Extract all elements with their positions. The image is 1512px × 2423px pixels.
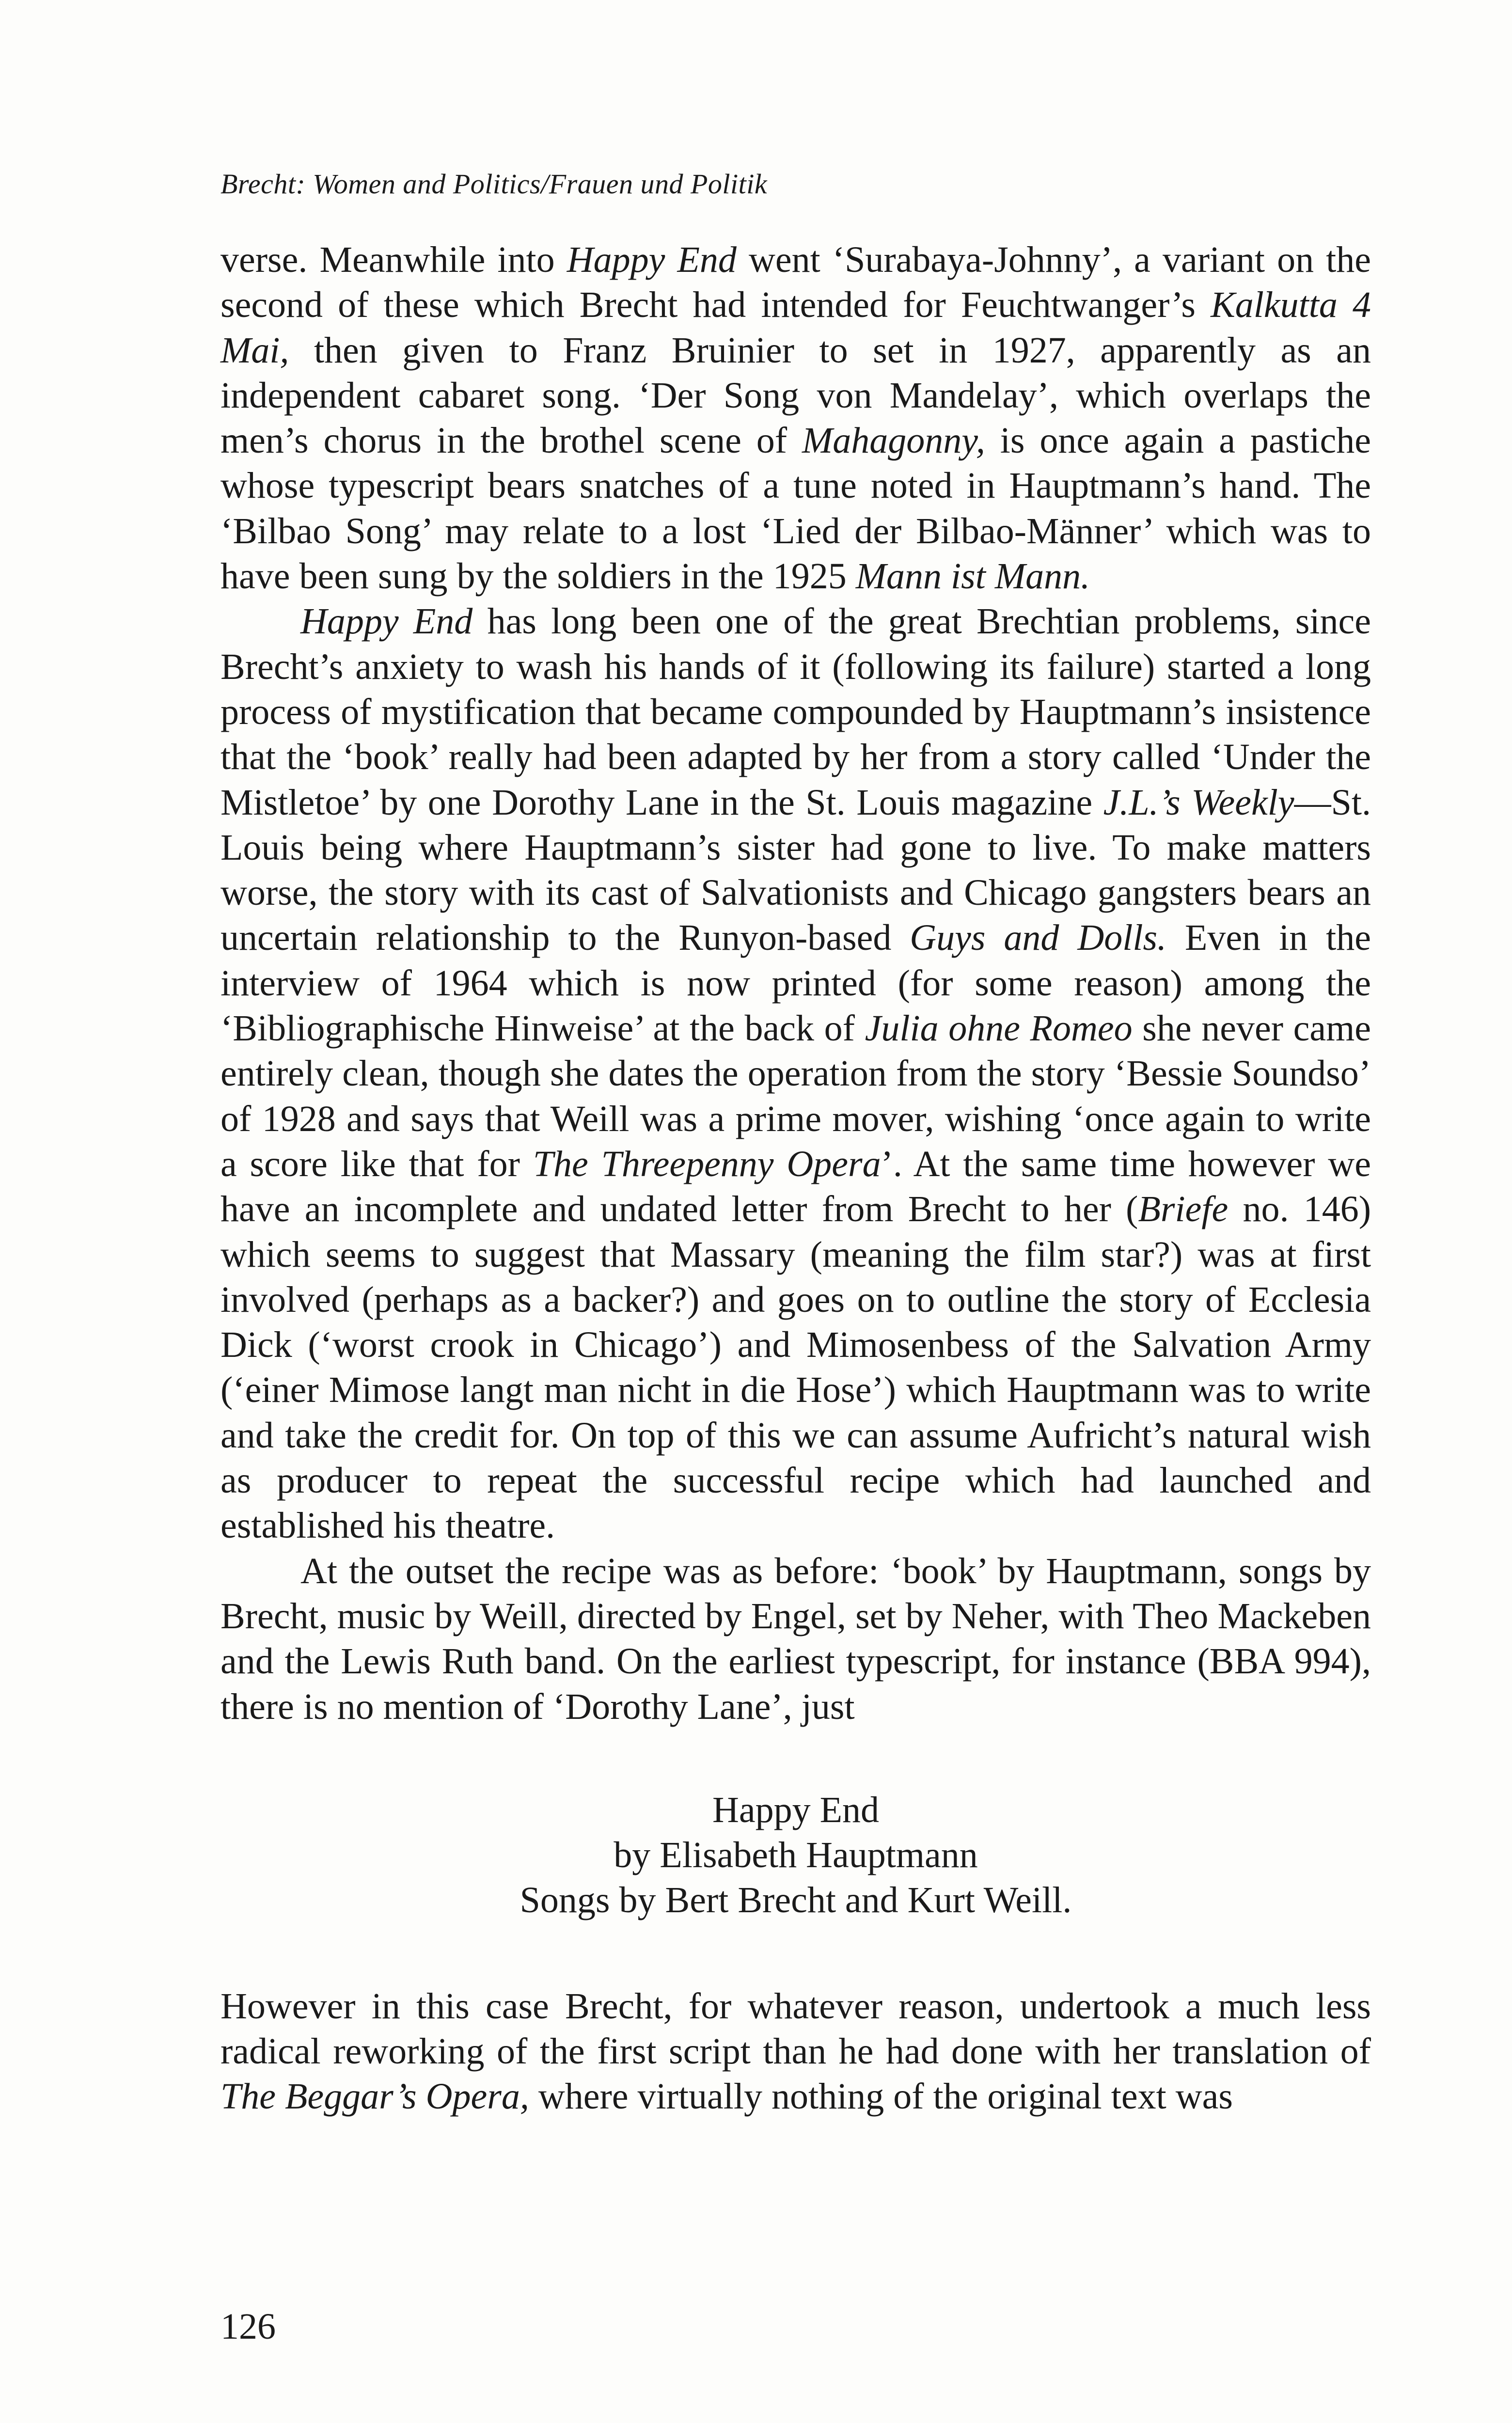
italic-text: Happy End bbox=[567, 239, 737, 280]
italic-text: Briefe bbox=[1138, 1189, 1228, 1230]
italic-text: The Threepenny Opera bbox=[533, 1143, 881, 1184]
text-run: ’. At the same time however we have an incomplete and undated letter from Brecht to her ( bbox=[220, 1143, 1371, 1230]
page-number: 126 bbox=[220, 2306, 276, 2347]
paragraph bbox=[220, 237, 1371, 599]
title-line: Happy End bbox=[712, 1789, 880, 1830]
text-run: verse. Meanwhile into bbox=[220, 239, 567, 280]
italic-text: J.L.’s Weekly bbox=[1103, 782, 1294, 823]
text-run: then given to Franz Bruinier to set in 1927, apparently as an independent cabaret song. ‘Der Song von Mandelay’, which overlaps the men’s chorus in the brothel scene of bbox=[220, 330, 1371, 461]
paragraph bbox=[220, 1984, 1371, 2120]
text-run: has long been one of the great Brechtian problems, since Brecht’s anxiety to wash his hands of it (following its failure) started a long process of mystification that became compounded by Hauptmann’s insistence that the ‘book’ really had been adapted by her from a story called ‘Under the Mistletoe’ by one Dorothy Lane in the St. Louis magazine bbox=[220, 601, 1371, 823]
text-run: At the outset the recipe was as before: ‘book’ by Hauptmann, songs by Brecht, music by Weill, directed by Engel, set by Neher, with Theo Mackeben and the Lewis Ruth band. On the earliest typescript, for instance (BBA 994), there is no mention of ‘Dorothy Lane’, just bbox=[220, 1550, 1371, 1727]
italic-text: Guys and Dolls. bbox=[910, 917, 1167, 959]
text-run: she never came entirely clean, though she dates the operation from the story ‘Bessie Soundso’ of 1928 and says that Weill was a prime mover, wishing ‘once again to write a score like that for bbox=[220, 1008, 1371, 1184]
paragraph bbox=[220, 599, 1371, 1548]
text-run: went ‘Surabaya-Johnny’, a variant on the second of these which Brecht had intended for Feuchtwanger’s bbox=[220, 239, 1371, 326]
text-run: However in this case Brecht, for whatever reason, undertook a much less radical reworking of the first script than he had done with her translation of bbox=[220, 1985, 1371, 2072]
text-run: is once again a pastiche whose typescript bears snatches of a tune noted in Hauptmann’s hand. The ‘Bilbao Song’ may relate to a lost ‘Lied der Bilbao-Männer’ which was to have been sung by the soldiers in the 1925 bbox=[220, 420, 1371, 597]
text-run: no. 146) which seems to suggest that Massary (meaning the film star?) was at first involved (perhaps as a backer?) and goes on to outline the story of Ecclesia Dick (‘worst crook in Chicago’) and Mimosenbess of the Salvation Army (‘einer Mimose langt man nicht in die Hose’) which Hauptmann was to write and take the credit for. On top of this we can assume Aufricht’s natural wish as producer to repeat the successful recipe which had launched and established his theatre. bbox=[220, 1189, 1371, 1546]
italic-text: The Beggar’s Opera, bbox=[220, 2076, 529, 2117]
italic-text: Julia ohne Romeo bbox=[865, 1008, 1133, 1049]
author-line: by Elisabeth Hauptmann bbox=[614, 1835, 978, 1876]
body-text bbox=[220, 237, 1371, 2120]
paragraph bbox=[220, 1549, 1371, 1730]
italic-text: Kalkutta 4 Mai, bbox=[220, 284, 1371, 371]
page bbox=[220, 165, 1371, 2120]
italic-text: Happy End bbox=[300, 601, 473, 642]
italic-text: Mahagonny, bbox=[802, 420, 985, 461]
text-run: where virtually nothing of the original text was bbox=[529, 2076, 1233, 2117]
quoted-title-block bbox=[220, 1788, 1371, 1923]
text-run: —St. Louis being where Hauptmann’s sister had gone to live. To make matters worse, the story with its cast of Salvationists and Chicago gangsters bears an uncertain relationship to the Runyon-based bbox=[220, 782, 1371, 959]
text-run: Even in the interview of 1964 which is now printed (for some reason) among the ‘Bibliographische Hinweise’ at the back of bbox=[220, 917, 1371, 1049]
italic-text: Mann ist Mann. bbox=[855, 556, 1090, 597]
songs-credit-line: Songs by Bert Brecht and Kurt Weill. bbox=[520, 1880, 1072, 1921]
running-head: Brecht: Women and Politics/Frauen und Politik bbox=[220, 168, 768, 200]
